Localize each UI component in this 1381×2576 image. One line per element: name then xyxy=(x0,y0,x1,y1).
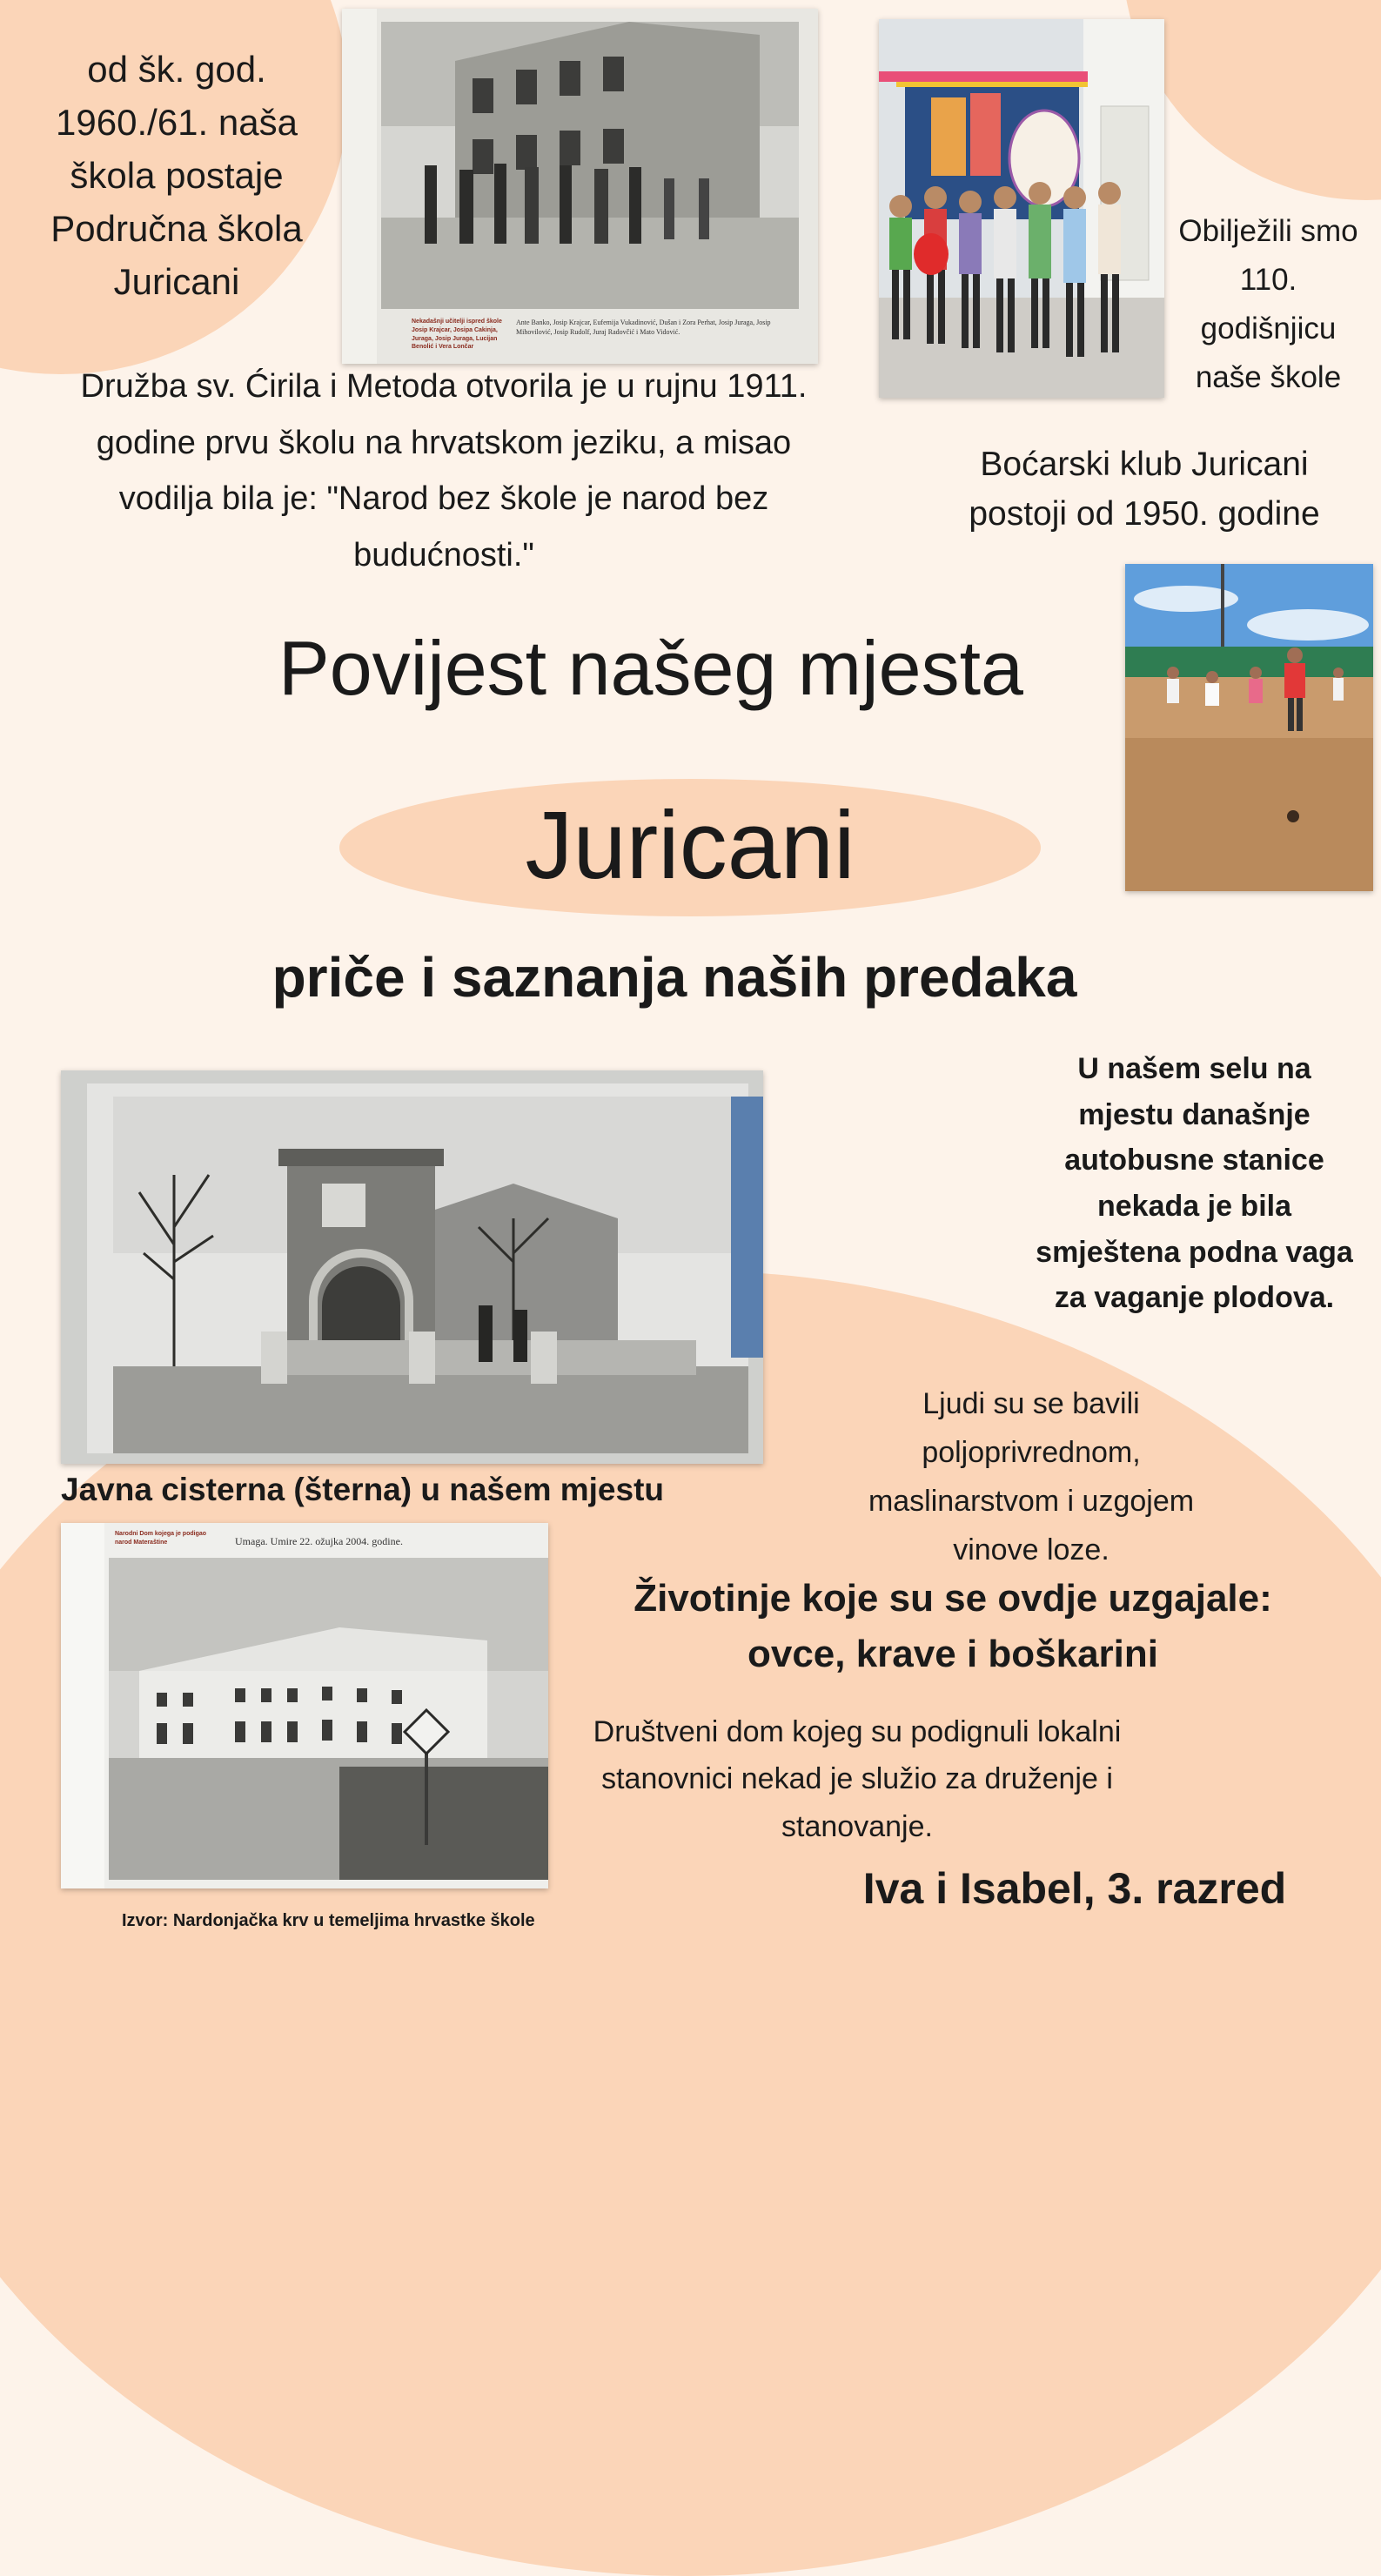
agriculture-text: Ljudi su se bavili poljoprivrednom, maslinarstvom i uzgojem vinove loze. xyxy=(868,1387,1195,1567)
intro-text: od šk. god. 1960./61. naša škola postaje Područna škola Juricani xyxy=(50,49,303,302)
bocce-photo xyxy=(1125,564,1373,891)
community-text: Društveni dom kojeg su podignuli lokalni stanovnici nekad je služio za druženje i stanovanje. xyxy=(593,1715,1122,1843)
anniversary-group-photo xyxy=(879,19,1164,398)
subtitle: priče i saznanja naših predaka xyxy=(272,946,1077,1009)
cistern-photo xyxy=(61,1070,763,1464)
scale-text: U našem selu na mjestu današnje autobusne stanice nekada je bila smještena podna vaga za vaganje plodova. xyxy=(1036,1052,1353,1315)
place-name: Juricani xyxy=(525,792,855,899)
cistern-caption: Javna cisterna (šterna) u našem mjestu xyxy=(61,1472,665,1507)
book2-caption-side: Narodni Dom kojega je podigao narod Materaštine xyxy=(115,1531,207,1546)
history-text: Družba sv. Ćirila i Metoda otvorila je u rujnu 1911. godine prvu školu na hrvatskom jeziku, a misao vodilja bila je: "Narod bez škole je narod bez budućnosti." xyxy=(80,368,808,574)
authors: Iva i Isabel, 3. razred xyxy=(862,1864,1287,1913)
bocarski-text: Boćarski klub Juricani postoji od 1950. godine xyxy=(969,446,1320,533)
book-caption-side: Nekadašnji učitelji ispred škole Josip Krajcar, Josipa Cakinja, Juraga, Josip Juraga, Lucijan Benolić i Vera Lončar xyxy=(412,319,502,351)
book2-caption-top: Umaga. Umire 22. ožujka 2004. godine. xyxy=(235,1535,403,1547)
book-caption-names: Ante Banko, Josip Krajcar, Eufemija Vukadinović, Dušan i Zora Perhat, Josip Juraga, Josip Mihovilović, Josip Rudolf, Juraj Radovčić i Mato Vidović. xyxy=(516,319,771,337)
anniversary-text: Obilježili smo 110. godišnjicu naše škole xyxy=(1178,214,1358,394)
animals-text: Životinje koje su se ovdje uzgajale: ovce, krave i boškarini xyxy=(634,1577,1272,1675)
source-credit: Izvor: Nardonjačka krv u temeljima hrvastke škole xyxy=(122,1911,535,1930)
community-hall-photo xyxy=(61,1523,548,1888)
old-school-book-photo xyxy=(342,9,818,364)
page-title: Povijest našeg mjesta xyxy=(278,625,1023,711)
